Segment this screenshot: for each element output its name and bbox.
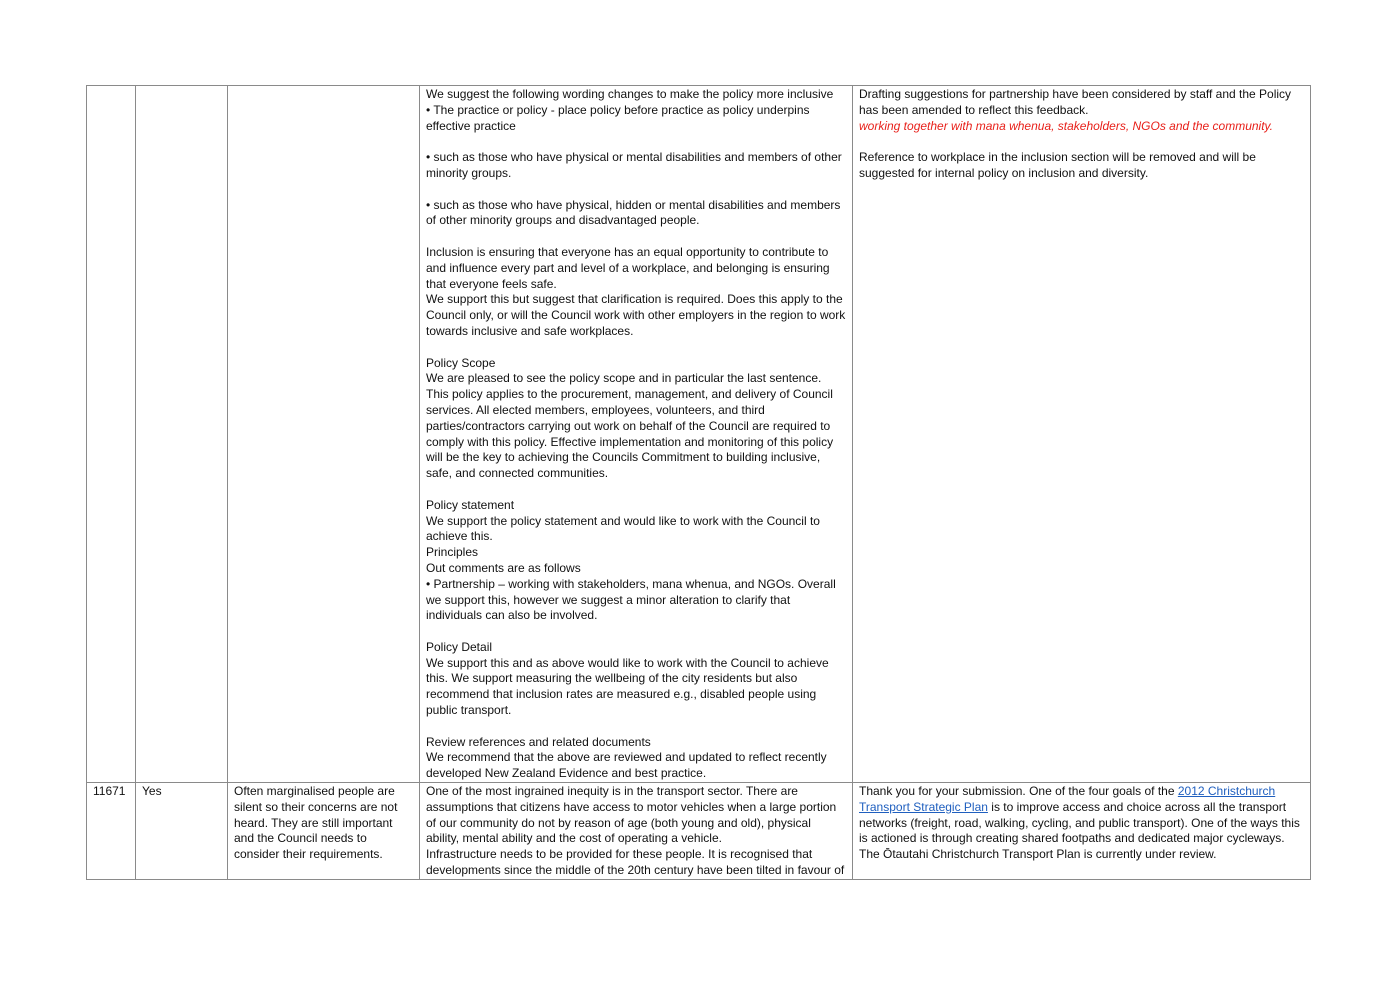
paragraph-gap	[426, 482, 846, 498]
submitter-id-cell: 11671	[87, 783, 136, 880]
submission-cell	[420, 783, 853, 880]
paragraph-gap	[426, 340, 846, 356]
staff-response-cell	[853, 783, 1311, 880]
submission-cell	[420, 86, 853, 783]
table-row	[87, 783, 1311, 880]
response-amended-wording: working together with mana whenua, stakeholders, NGOs and the community.	[859, 118, 1273, 133]
paragraph-gap	[426, 134, 846, 150]
response-text: Drafting suggestions for partnership have been considered by staff and the Policy has been amended to reflect this feedback.	[859, 87, 1292, 117]
submission-paragraph: • such as those who have physical or mental disabilities and members of other minority groups.	[426, 150, 842, 180]
submission-paragraph: Policy Scope We are pleased to see the policy scope and in particular the last sentence. This policy applies to the procurement, management, and delivery of Council services. All elected members, employees, volunteers, and third parties/contractors carrying out work on behalf of the Council are required to comply with this policy. Effective implementation and monitoring of this policy will be the key to achieving the Councils Commitment to building inclusive, safe, and connected communities.	[426, 355, 834, 481]
submission-paragraph: Policy statement We support the policy statement and would like to work with the Council to achieve this. Principles Out comments are as follows • Partnership – working with stakeholders, mana whenua, and NGOs. Overall we support this, however we suggest a minor alteration to clarify that individuals can also be involved.	[426, 497, 836, 623]
submission-paragraph: We suggest the following wording changes to make the policy more inclusive • The practice or policy - place policy before practice as policy underpins effective practice	[426, 87, 834, 133]
transport-plan-link[interactable]: 2012 Christchurch Transport Strategic Plan	[859, 784, 1276, 814]
answer-cell	[136, 86, 228, 783]
submitter-id-cell	[87, 86, 136, 783]
submission-paragraph: Policy Detail We support this and as above would like to work with the Council to achieve this. We support measuring the wellbeing of the city residents but also recommend that inclusion rates are measured e.g., disabled people using public transport.	[426, 639, 829, 718]
answer-cell: Yes	[136, 783, 228, 880]
summary-cell	[228, 86, 420, 783]
submission-paragraph: Inclusion is ensuring that everyone has an equal opportunity to contribute to and influence every part and level of a workplace, and belonging is ensuring that everyone feels safe. We support this but suggest that clarification is required. Does this apply to the Council only, or will the Council work with other employers in the region to work towards inclusive and safe workplaces.	[426, 244, 846, 338]
paragraph-gap	[426, 182, 846, 198]
paragraph-gap	[426, 719, 846, 735]
summary-cell: Often marginalised people are silent so their concerns are not heard. They are still important and the Council needs to consider their requirements.	[228, 783, 420, 880]
paragraph-gap	[859, 134, 1304, 150]
paragraph-gap	[426, 229, 846, 245]
submission-paragraph: Review references and related documents We recommend that the above are reviewed and updated to reflect recently developed New Zealand Evidence and best practice.	[426, 734, 827, 781]
staff-response-cell	[853, 86, 1311, 783]
submissions-table	[86, 85, 1311, 880]
paragraph-gap	[426, 624, 846, 640]
response-text: Reference to workplace in the inclusion section will be removed and will be suggested for internal policy on inclusion and diversity.	[859, 150, 1256, 180]
response-text: Thank you for your submission. One of the four goals of the 2012 Christchurch Transport Strategic Plan is to improve access and choice across all the transport networks (freight, road, walking, cycling, and public transport). One of the ways this is actioned is through creating shared footpaths and dedicated major cycleways. The Ōtautahi Christchurch Transport Plan is currently under review.	[859, 784, 1300, 862]
submission-paragraph: • such as those who have physical, hidden or mental disabilities and members of other minority groups and disadvantaged people.	[426, 197, 841, 228]
submission-paragraph: One of the most ingrained inequity is in the transport sector. There are assumptions that citizens have access to motor vehicles when a large portion of our community do not by reason of age (both young and old), physical ability, mental ability and the cost of operating a vehicle. Infrastructure needs to be provided for these people. It is recognised that developments since the middle of the 20th century have been tilted in favour of	[426, 784, 845, 878]
table-row	[87, 86, 1311, 783]
